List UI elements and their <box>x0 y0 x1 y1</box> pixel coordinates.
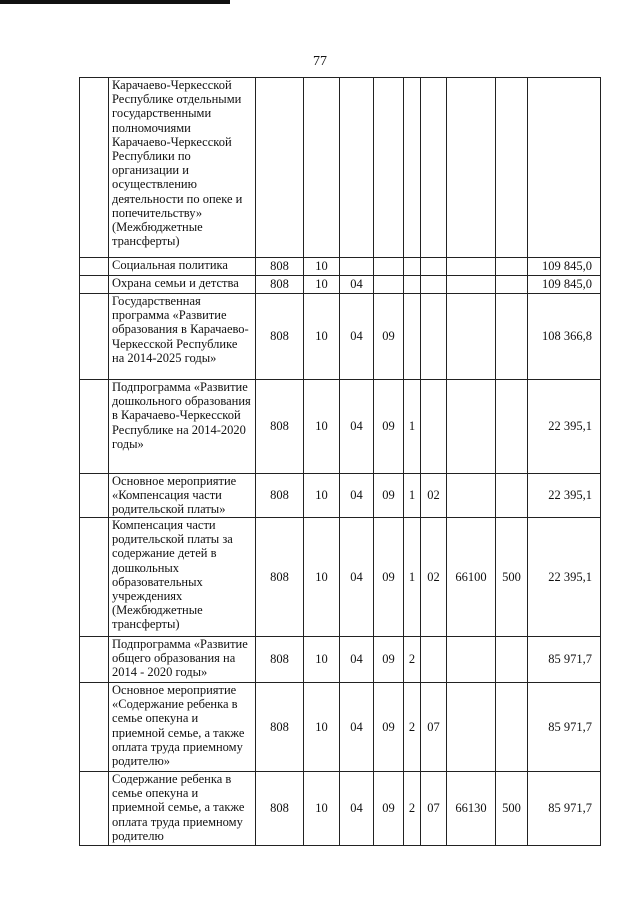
cell-rz: 10 <box>304 518 340 637</box>
cell-cs1: 09 <box>374 683 404 772</box>
page-number: 77 <box>313 54 327 69</box>
budget-table <box>79 77 601 846</box>
cell-cs4 <box>447 294 496 380</box>
cell-ved: 808 <box>256 380 304 474</box>
cell-name: Карачаево-Черкесской Республике отдельными государственными полномочиями Карачаево-Черкесской Республики по организации и осуществлению деятельности по опеке и попечительству» (Межбюджетные трансферты) <box>109 78 256 258</box>
table-row <box>80 683 601 772</box>
table-row <box>80 772 601 846</box>
table-row <box>80 637 601 683</box>
cell-pr: 04 <box>340 683 374 772</box>
table-row <box>80 276 601 294</box>
cell-pr: 04 <box>340 637 374 683</box>
cell-vr <box>496 380 528 474</box>
cell-rz: 10 <box>304 637 340 683</box>
cell-vr: 500 <box>496 518 528 637</box>
cell-cs3: 02 <box>421 474 447 518</box>
cell-vr <box>496 474 528 518</box>
cell-cs3 <box>421 78 447 258</box>
cell-cs1: 09 <box>374 772 404 846</box>
budget-rows <box>80 78 601 846</box>
cell-vr <box>496 78 528 258</box>
cell-cs2: 2 <box>404 637 421 683</box>
cell-cs1 <box>374 78 404 258</box>
cell-ved: 808 <box>256 683 304 772</box>
cell-cs1: 09 <box>374 294 404 380</box>
cell-name: Подпрограмма «Развитие общего образования на 2014 - 2020 годы» <box>109 637 256 683</box>
cell-cs4 <box>447 474 496 518</box>
cell-rz: 10 <box>304 380 340 474</box>
cell-sum: 85 971,7 <box>528 772 601 846</box>
cell-ved: 808 <box>256 474 304 518</box>
cell-vr: 500 <box>496 772 528 846</box>
cell-ved: 808 <box>256 294 304 380</box>
cell-blank <box>80 294 109 380</box>
cell-name: Основное мероприятие «Содержание ребенка в семье опекуна и приемной семье, а также оплата труда приемному родителю» <box>109 683 256 772</box>
cell-cs2 <box>404 78 421 258</box>
cell-rz: 10 <box>304 474 340 518</box>
cell-sum: 85 971,7 <box>528 683 601 772</box>
cell-ved: 808 <box>256 276 304 294</box>
cell-cs1 <box>374 276 404 294</box>
cell-sum: 22 395,1 <box>528 474 601 518</box>
cell-cs3: 02 <box>421 518 447 637</box>
cell-cs4 <box>447 258 496 276</box>
cell-sum: 22 395,1 <box>528 518 601 637</box>
cell-blank <box>80 78 109 258</box>
cell-blank <box>80 474 109 518</box>
table-row <box>80 474 601 518</box>
cell-cs4 <box>447 380 496 474</box>
cell-cs4: 66130 <box>447 772 496 846</box>
cell-name: Государственная программа «Развитие образования в Карачаево-Черкесской Республике на 2014-2025 годы» <box>109 294 256 380</box>
cell-cs2: 1 <box>404 518 421 637</box>
cell-vr <box>496 276 528 294</box>
cell-ved <box>256 78 304 258</box>
cell-vr <box>496 294 528 380</box>
cell-cs2: 2 <box>404 772 421 846</box>
cell-cs2 <box>404 294 421 380</box>
cell-cs2: 2 <box>404 683 421 772</box>
cell-pr <box>340 78 374 258</box>
cell-ved: 808 <box>256 772 304 846</box>
cell-rz: 10 <box>304 294 340 380</box>
cell-pr: 04 <box>340 380 374 474</box>
cell-cs3 <box>421 380 447 474</box>
cell-sum: 109 845,0 <box>528 276 601 294</box>
cell-pr: 04 <box>340 772 374 846</box>
cell-cs1 <box>374 258 404 276</box>
cell-ved: 808 <box>256 637 304 683</box>
cell-blank <box>80 380 109 474</box>
cell-ved: 808 <box>256 518 304 637</box>
table-row <box>80 380 601 474</box>
cell-cs2: 1 <box>404 474 421 518</box>
table-row <box>80 518 601 637</box>
cell-cs3: 07 <box>421 683 447 772</box>
cell-cs4 <box>447 637 496 683</box>
cell-name: Компенсация части родительской платы за содержание детей в дошкольных образовательных учреждениях (Межбюджетные трансферты) <box>109 518 256 637</box>
cell-vr <box>496 683 528 772</box>
cell-name: Содержание ребенка в семье опекуна и приемной семье, а также оплата труда приемному родителю <box>109 772 256 846</box>
cell-cs4 <box>447 78 496 258</box>
cell-sum: 108 366,8 <box>528 294 601 380</box>
cell-name: Основное мероприятие «Компенсация части родительской платы» <box>109 474 256 518</box>
cell-cs3 <box>421 276 447 294</box>
cell-name: Социальная политика <box>109 258 256 276</box>
cell-cs1: 09 <box>374 518 404 637</box>
cell-cs2: 1 <box>404 380 421 474</box>
cell-cs3 <box>421 258 447 276</box>
cell-blank <box>80 772 109 846</box>
cell-vr <box>496 258 528 276</box>
cell-ved: 808 <box>256 258 304 276</box>
cell-rz <box>304 78 340 258</box>
cell-rz: 10 <box>304 683 340 772</box>
cell-cs2 <box>404 258 421 276</box>
cell-blank <box>80 518 109 637</box>
cell-cs3: 07 <box>421 772 447 846</box>
cell-pr: 04 <box>340 518 374 637</box>
cell-pr: 04 <box>340 474 374 518</box>
cell-cs4: 66100 <box>447 518 496 637</box>
cell-cs1: 09 <box>374 380 404 474</box>
cell-rz: 10 <box>304 276 340 294</box>
cell-blank <box>80 276 109 294</box>
cell-vr <box>496 637 528 683</box>
cell-cs3 <box>421 294 447 380</box>
cell-rz: 10 <box>304 258 340 276</box>
cell-cs1: 09 <box>374 637 404 683</box>
cell-sum: 109 845,0 <box>528 258 601 276</box>
cell-name: Охрана семьи и детства <box>109 276 256 294</box>
cell-blank <box>80 683 109 772</box>
table-row <box>80 294 601 380</box>
cell-cs3 <box>421 637 447 683</box>
cell-blank <box>80 637 109 683</box>
cell-rz: 10 <box>304 772 340 846</box>
cell-pr: 04 <box>340 294 374 380</box>
cell-cs2 <box>404 276 421 294</box>
cell-pr <box>340 258 374 276</box>
cell-name: Подпрограмма «Развитие дошкольного образования в Карачаево-Черкесской Республике на 2014-2020 годы» <box>109 380 256 474</box>
cell-sum: 22 395,1 <box>528 380 601 474</box>
cell-blank <box>80 258 109 276</box>
cell-pr: 04 <box>340 276 374 294</box>
table-row <box>80 258 601 276</box>
cell-cs1: 09 <box>374 474 404 518</box>
cell-cs4 <box>447 683 496 772</box>
table-row <box>80 78 601 258</box>
cell-sum: 85 971,7 <box>528 637 601 683</box>
cell-sum <box>528 78 601 258</box>
cell-cs4 <box>447 276 496 294</box>
header-rule <box>0 0 230 4</box>
